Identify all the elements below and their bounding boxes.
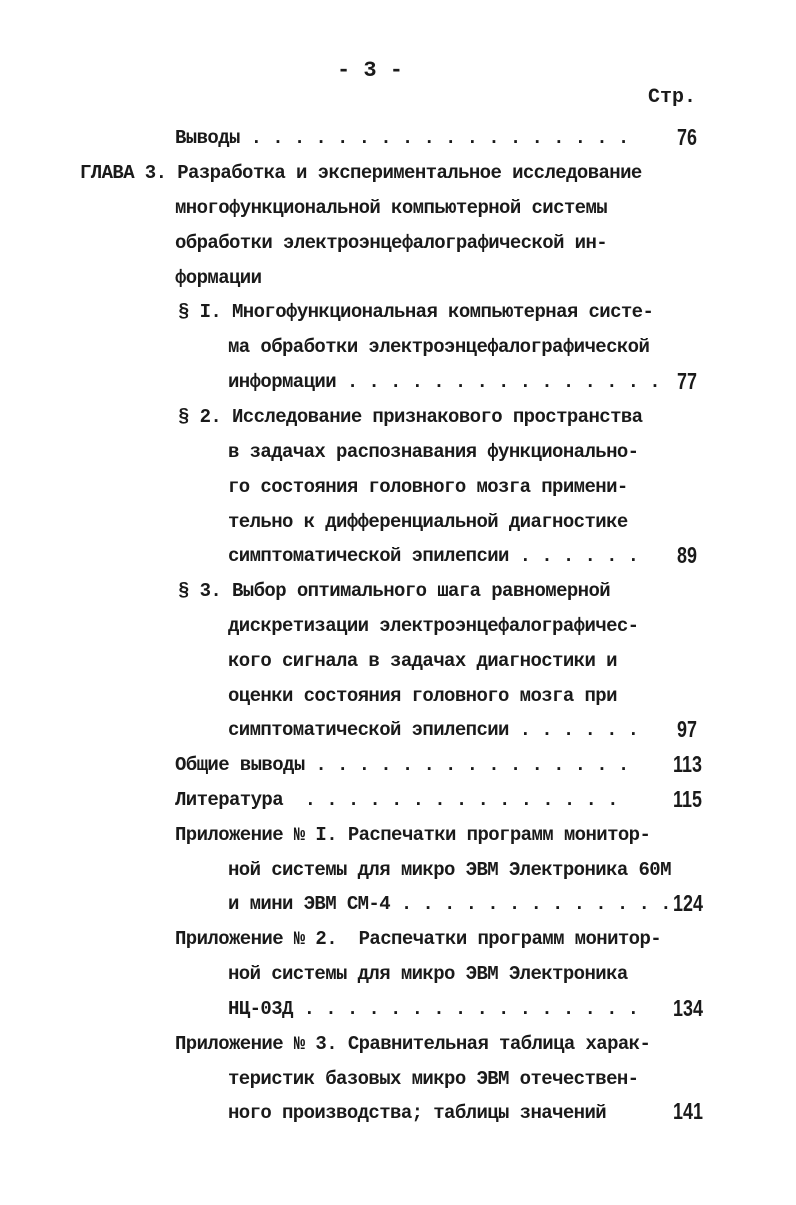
toc-line: § 3. Выбор оптимального шага равномерной xyxy=(178,580,611,602)
toc-line: § I. Многофункциональная компьютерная систе- xyxy=(178,301,654,323)
toc-page-number: 89 xyxy=(677,542,697,568)
toc-line: Выводы . . . . . . . . . . . . . . . . . . xyxy=(175,127,629,149)
toc-line: оценки состояния головного мозга при xyxy=(228,685,617,707)
toc-line: ной системы для микро ЭВМ Электроника xyxy=(228,963,628,985)
toc-page-number: 141 xyxy=(673,1098,703,1124)
toc-line: го состояния головного мозга примени- xyxy=(228,476,628,498)
toc-line: Приложение № 2. Распечатки программ монитор- xyxy=(175,928,662,950)
toc-line: тельно к дифференциальной диагностике xyxy=(228,511,628,533)
toc-page-number: 134 xyxy=(673,995,703,1021)
toc-page-number: 124 xyxy=(673,890,703,916)
toc-line: Приложение № I. Распечатки программ монитор- xyxy=(175,824,651,846)
toc-page-number: 77 xyxy=(677,368,697,394)
toc-line: ма обработки электроэнцефалографической xyxy=(228,336,650,358)
toc-line: многофункциональной компьютерной системы xyxy=(175,197,608,219)
toc-page-number: 97 xyxy=(677,716,697,742)
toc-line: ного производства; таблицы значений xyxy=(228,1102,607,1124)
toc-line: обработки электроэнцефалографической ин- xyxy=(175,232,608,254)
toc-line: кого сигнала в задачах диагностики и xyxy=(228,650,617,672)
toc-page-number: 115 xyxy=(673,786,702,812)
toc-line: Литература . . . . . . . . . . . . . . . xyxy=(175,789,618,811)
toc-line: и мини ЭВМ СМ-4 . . . . . . . . . . . . . xyxy=(228,893,671,915)
toc-line: формации xyxy=(175,267,262,289)
toc-line: § 2. Исследование признакового пространства xyxy=(178,406,643,428)
toc-line: в задачах распознавания функционально- xyxy=(228,441,639,463)
page-number: - 3 - xyxy=(337,58,404,83)
toc-line: симптоматической эпилепсии . . . . . . xyxy=(228,719,639,741)
toc-line: НЦ-03Д . . . . . . . . . . . . . . . . xyxy=(228,998,639,1020)
page-column-label: Стр. xyxy=(648,86,697,109)
toc-page-number: 76 xyxy=(677,124,697,150)
toc-line: ГЛАВА 3. Разработка и экспериментальное исследование xyxy=(80,162,642,184)
toc-line: теристик базовых микро ЭВМ отечествен- xyxy=(228,1068,639,1090)
toc-line: Общие выводы . . . . . . . . . . . . . . . xyxy=(175,754,629,776)
toc-line: Приложение № 3. Сравнительная таблица харак- xyxy=(175,1033,651,1055)
toc-line: информации . . . . . . . . . . . . . . . xyxy=(228,371,661,393)
toc-line: дискретизации электроэнцефалографичес- xyxy=(228,615,639,637)
toc-page-number: 113 xyxy=(673,751,702,777)
toc-line: симптоматической эпилепсии . . . . . . xyxy=(228,545,639,567)
toc-line: ной системы для микро ЭВМ Электроника 60М xyxy=(228,859,671,881)
